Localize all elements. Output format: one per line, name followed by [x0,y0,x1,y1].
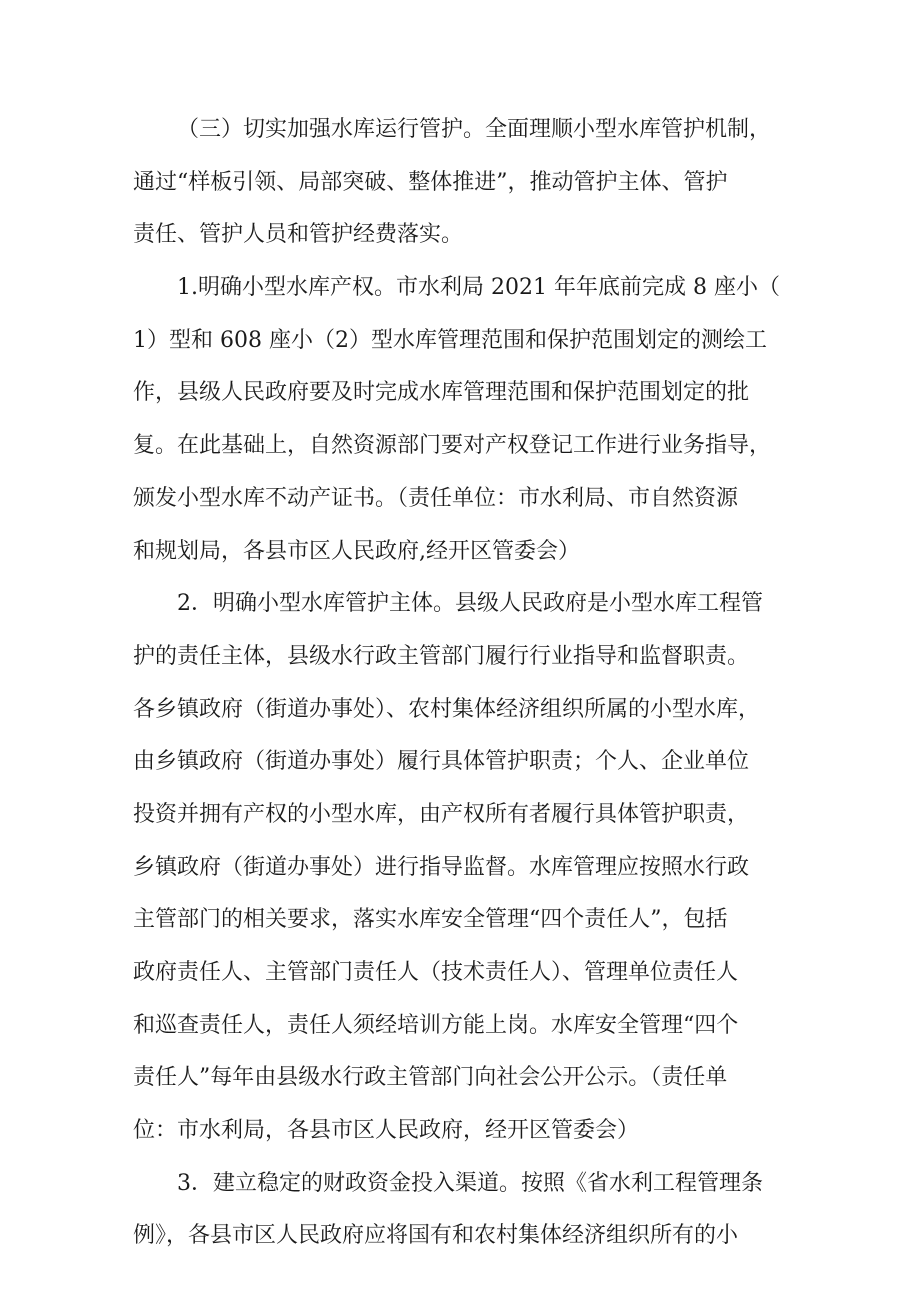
paragraph-line: 颁发小型水库不动产证书。（责任单位：市水利局、市自然资源 [133,485,739,511]
paragraph-line: 政府责任人、主管部门责任人（技术责任人）、管理单位责任人 [133,960,739,985]
paragraph-line: 和规划局，各县市区人民政府,经开区管委会） [133,538,580,564]
paragraph-line: 1.明确小型水库产权。市水利局 2021 年年底前完成 8 座小（ [177,275,780,301]
paragraph-item-3 [133,1158,803,1263]
paragraph-line: 各乡镇政府（街道办事处）、农村集体经济组织所属的小型水库， [133,696,761,722]
paragraph-line: 复。在此基础上，自然资源部门要对产权登记工作进行业务指导， [133,433,772,459]
paragraph-line: 3．建立稳定的财政资金投入渠道。按照《省水利工程管理条 [177,1170,763,1196]
paragraph-line: 和巡查责任人，责任人须经培训方能上岗。水库安全管理“四个 [133,1012,739,1038]
paragraph-item-1 [133,262,803,578]
paragraph-line: 由乡镇政府（街道办事处）履行具体管护职责；个人、企业单位 [133,749,750,775]
paragraph-section-3 [133,104,803,262]
paragraph-line: 护的责任主体，县级水行政主管部门履行行业指导和监督职责。 [133,643,750,669]
paragraph-line: 乡镇政府（街道办事处）进行指导监督。水库管理应按照水行政 [133,854,750,880]
paragraph-line: 作，县级人民政府要及时完成水库管理范围和保护范围划定的批 [133,380,750,406]
paragraph-line: （三）切实加强水库运行管护。全面理顺小型水库管护机制， [177,117,772,142]
paragraph-line: 1）型和 608 座小（2）型水库管理范围和保护范围划定的测绘工 [133,327,767,353]
paragraph-item-2 [133,578,803,1158]
paragraph-line: 责任人”每年由县级水行政主管部门向社会公开公示。（责任单 [133,1065,728,1091]
paragraph-line: 通过“样板引领、局部突破、整体推进”，推动管护主体、管护 [133,169,728,195]
paragraph-line: 2．明确小型水库管护主体。县级人民政府是小型水库工程管 [177,591,763,617]
paragraph-line: 位：市水利局，各县市区人民政府，经开区管委会） [133,1118,640,1144]
paragraph-line: 例》，各县市区人民政府应将国有和农村集体经济组织所有的小 [133,1223,739,1249]
paragraph-line: 投资并拥有产权的小型水库，由产权所有者履行具体管护职责， [133,801,750,827]
document-body [133,104,803,1263]
paragraph-line: 责任、管护人员和管护经费落实。 [133,222,464,248]
paragraph-line: 主管部门的相关要求，落实水库安全管理“四个责任人”，包括 [133,907,728,933]
